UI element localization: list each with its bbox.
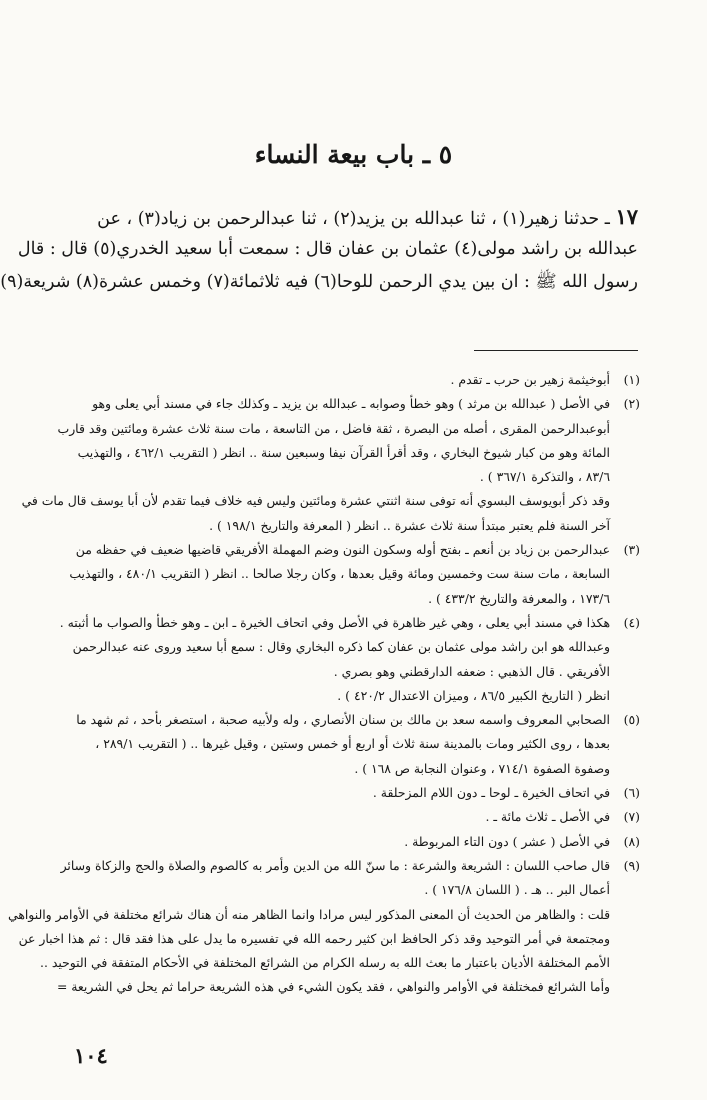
footnote-line xyxy=(40,587,640,611)
footnote-number xyxy=(610,465,640,489)
footnote-line xyxy=(40,635,640,659)
footnote-number xyxy=(610,732,640,756)
footnote-line xyxy=(40,732,640,756)
footnote-text: قال صاحب اللسان : الشريعة والشرعة : ما سنّ الله من الدين وأمر به كالصوم والصلاة والحج والزكاة وسائر xyxy=(60,857,610,873)
footnote-number xyxy=(610,489,640,513)
footnote-line xyxy=(40,465,640,489)
hadith-line-text: ـ حدثنا زهير(١) ، ثنا عبدالله بن يزيد(٢) ، ثنا عبدالرحمن بن زياد(٣) ، عن xyxy=(97,209,610,229)
footnote-number xyxy=(610,587,640,611)
footnote-line xyxy=(18,927,640,951)
footnote-number xyxy=(610,417,640,441)
footnote-number: (٩) xyxy=(623,857,640,873)
footnote-line xyxy=(40,854,640,878)
footnote-number xyxy=(610,951,640,975)
footnote-line xyxy=(40,805,640,829)
footnote-text: السابعة ، مات سنة ست وخمسين ومائة وقيل بعدها ، وكان رجلا صالحا .. انظر ( التقريب ٤٨٠/١ ، والتهذيب xyxy=(69,566,610,582)
footnote-text: الصحابي المعروف واسمه سعد بن مالك بن سنان الأنصاري ، وله ولأبيه صحبة ، استصغر بأحد ، ثم شهد ما xyxy=(76,712,610,728)
footnote-number xyxy=(610,635,640,659)
footnote-number xyxy=(610,684,640,708)
page-number: ١٠٤ xyxy=(74,1043,108,1068)
footnote-number xyxy=(610,975,640,999)
chapter-title: ٥ ـ باب بيعة النساء xyxy=(254,140,453,169)
footnote-line xyxy=(40,757,640,781)
footnote-text: آخر السنة فلم يعتبر مبتدأ سنة ثلاث عشرة .. انظر ( المعرفة والتاريخ ١٩٨/١ ) . xyxy=(209,517,610,533)
footnote-text: وقد ذكر أبويوسف البسوي أنه توفى سنة اثنتي عشرة ومائتين وليس فيه خلاف فيما تقدم لأن أبا يوسف قال مات في xyxy=(21,493,610,509)
footnote-line xyxy=(40,830,640,854)
footnote-line xyxy=(40,538,640,562)
footnote-line xyxy=(40,951,640,975)
footnote-text: في الأصل ـ ثلاث مائة ـ . xyxy=(485,809,610,825)
footnote-number xyxy=(610,903,640,927)
hadith-text xyxy=(0,200,638,299)
footnote-text: في الأصل ( عبدالله بن مرثد ) وهو خطأ وصوابه ـ عبدالله بن يزيد ـ وكذلك جاء في مسند أبي يعلى وهو xyxy=(92,396,610,412)
footnote-text: المائة وهو من كبار شيوخ البخاري ، وقد أقرأ القرآن نيفا وسبعين سنة .. انظر ( التقريب ٤٦٢/١ ، والتهذيب xyxy=(77,444,610,460)
footnote-text: عبدالرحمن بن زياد بن أنعم ـ بفتح أوله وسكون النون وضم المهملة الأفريقي قاضيها ضعيف في حفظه من xyxy=(75,542,610,558)
footnotes xyxy=(8,368,640,1000)
footnote-text: انظر ( التاريخ الكبير ٨٦/٥ ، وميزان الاعتدال ٤٢٠/٢ ) . xyxy=(337,687,610,703)
footnote-text: ١٧٣/٦ ، والمعرفة والتاريخ ٤٣٣/٢ ) . xyxy=(428,590,610,606)
footnote-number: (٤) xyxy=(623,614,640,630)
footnote-text: أعمال البر .. هـ . ( اللسان ١٧٦/٨ ) . xyxy=(424,882,610,898)
footnote-number: (٦) xyxy=(623,785,640,801)
footnote-number xyxy=(610,757,640,781)
footnote-line xyxy=(8,903,640,927)
hadith-line: عبدالله بن راشد مولى(٤) عثمان بن عفان قال : سمعت أبا سعيد الخدري(٥) قال : قال xyxy=(17,239,638,259)
footnote-number: (٣) xyxy=(623,542,640,558)
footnote-line xyxy=(40,781,640,805)
hadith-line: رسول الله ﷺ : ان بين يدي الرحمن للوحا(٦) فيه ثلاثمائة(٧) وخمس عشرة(٨) شريعة(٩) xyxy=(0,272,638,292)
footnote-number xyxy=(610,660,640,684)
footnote-text: ٨٣/٦ ، والتذكرة ٣٦٧/١ ) . xyxy=(479,469,610,485)
footnote-text: وعبدالله هو ابن راشد مولى عثمان بن عفان كما ذكره البخاري وقال : سمع أبا سعيد وروى عنه عبدالرحمن xyxy=(72,639,610,655)
footnote-line xyxy=(40,708,640,732)
footnote-text: في اتحاف الخيرة ـ لوحا ـ دون اللام المزحلقة . xyxy=(372,785,610,801)
footnote-text: وأما الشرائع فمختلفة في الأوامر والنواهي ، فقد يكون الشيء في هذه الشريعة حراما ثم يحل في الشريعة = xyxy=(56,979,610,995)
hadith-line xyxy=(74,200,638,233)
footnote-number xyxy=(610,927,640,951)
footnote-line xyxy=(40,611,640,635)
footnote-text: الأفريقي . قال الذهبي : ضعفه الدارقطني وهو بصري . xyxy=(333,663,610,679)
footnote-number xyxy=(610,562,640,586)
footnote-line xyxy=(40,441,640,465)
footnote-text: في الأصل ( عشر ) دون التاء المربوطة . xyxy=(404,833,610,849)
footnote-number: (٥) xyxy=(623,712,640,728)
footnote-text: الأمم المختلفة الأديان باعتبار ما بعث الله به رسله الكرام من الشرائع المختلفة في الأحكام المتفقة في التوحيد .. xyxy=(40,955,610,971)
footnote-line xyxy=(40,368,640,392)
footnote-line xyxy=(40,417,640,441)
footnote-text: أبوخيثمة زهير بن حرب ـ تقدم . xyxy=(450,372,610,387)
footnote-text: وصفوة الصفوة ٧١٤/١ ، وعنوان النجابة ص ١٦٨ ) . xyxy=(354,760,610,776)
footnote-number: (١) xyxy=(623,372,640,387)
hadith-number: ١٧ xyxy=(615,204,638,229)
footnote-text: بعدها ، روى الكثير ومات بالمدينة سنة ثلاث أو اربع أو خمس وستين ، وقيل غيرها .. ( التقريب ٢٨٩/١ ، xyxy=(95,736,610,752)
footnote-number xyxy=(610,878,640,902)
footnote-line xyxy=(40,684,640,708)
footnote-number xyxy=(610,441,640,465)
footnote-text: ومجتمعة في أمر التوحيد وقد ذكر الحافظ ابن كثير رحمه الله في تفسيره ما يدل على هذا فقد قال : ثم هذا اخبار عن xyxy=(18,930,610,946)
footnote-text: هكذا في مسند أبي يعلى ، وهي غير ظاهرة في الأصل وفي اتحاف الخيرة ـ ابن ـ وهو خطأ والصواب ما أثبته . xyxy=(59,614,610,630)
footnote-number: (٢) xyxy=(623,396,640,412)
footnote-line xyxy=(40,392,640,416)
footnote-line xyxy=(40,514,640,538)
footnote-number: (٧) xyxy=(623,809,640,825)
footnote-number xyxy=(610,514,640,538)
footnote-separator xyxy=(474,350,638,351)
footnote-number: (٨) xyxy=(623,833,640,849)
footnote-text: قلت : والظاهر من الحديث أن المعنى المذكور ليس مرادا وانما الظاهر منه أن هناك شرائع مختلفة في الأوامر والنواهي xyxy=(8,906,610,922)
footnote-line xyxy=(21,489,640,513)
footnote-line xyxy=(40,878,640,902)
footnote-line xyxy=(40,660,640,684)
footnote-text: أبوعبدالرحمن المقرى ، أصله من البصرة ، ثقة فاضل ، من التاسعة ، مات سنة ثلاث عشرة ومائتين وقد قارب xyxy=(57,420,610,436)
footnote-line xyxy=(40,975,640,999)
footnote-line xyxy=(40,562,640,586)
